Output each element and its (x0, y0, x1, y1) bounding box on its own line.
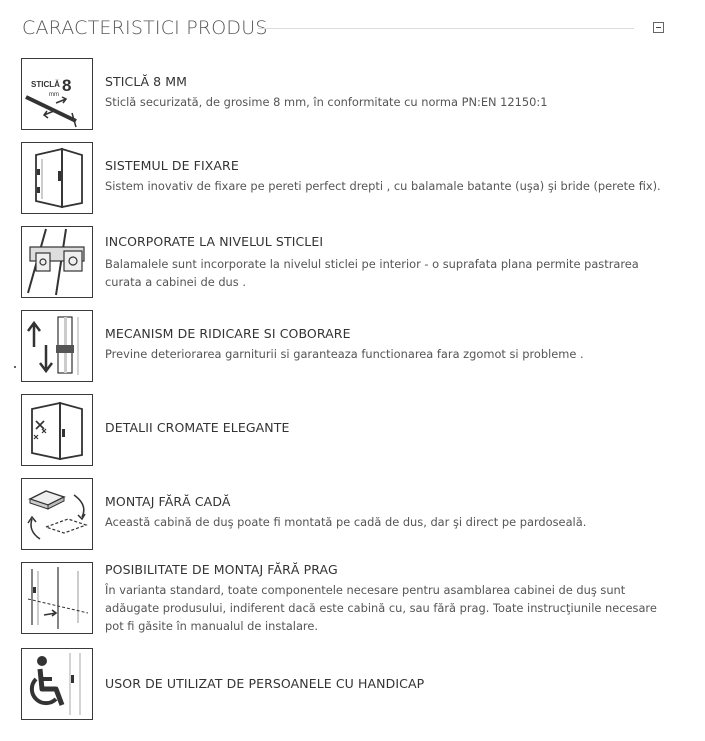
feature-description: Previne deteriorarea garniturii si garanteaza functionarea fara zgomot si probleme . (105, 347, 584, 361)
icon-label-sticla: STICLĂ (31, 80, 60, 89)
feature-description: Sistem inovativ de fixare pe pereti perfect drepti , cu balamale batante (uşa) şi bride (perete fix). (105, 179, 661, 193)
no-threshold-icon (21, 562, 93, 634)
section-title: CARACTERISTICI PRODUS (22, 17, 268, 39)
no-tray-mount-icon (21, 478, 93, 550)
minus-square-icon[interactable] (653, 22, 664, 33)
feature-title: SISTEMUL DE FIXARE (105, 158, 239, 173)
feature-title: DETALII CROMATE ELEGANTE (105, 420, 290, 435)
feature-description: Sticlă securizată, de grosime 8 mm, în conformitate cu norma PN:EN 12150:1 (105, 95, 548, 109)
feature-title: POSIBILITATE DE MONTAJ FĂRĂ PRAG (105, 562, 338, 577)
feature-title: MONTAJ FĂRĂ CADĂ (105, 494, 231, 509)
wheelchair-accessible-icon (21, 648, 93, 720)
icon-label-mm: mm (49, 92, 59, 98)
feature-description: Balamalele sunt incorporate la nivelul sticlei pe interior - o suprafata plana permite pastrarea curata a cabinei de dus . (105, 257, 639, 289)
header-divider (258, 28, 634, 29)
icon-label-8: 8 (62, 76, 72, 95)
glass-8mm-icon (21, 58, 93, 130)
hinge-glass-level-icon (21, 226, 93, 298)
fixing-system-icon (21, 142, 93, 214)
lift-lower-mechanism-icon (21, 310, 93, 382)
feature-title: STICLĂ 8 MM (105, 74, 188, 89)
feature-title: MECANISM DE RIDICARE SI COBORARE (105, 326, 351, 341)
section-header (22, 14, 668, 44)
bullet-dot (14, 366, 16, 368)
feature-description: În varianta standard, toate componentele necesare pentru asamblarea cabinei de duş sunt adăugate produsului, indiferent dacă este cabină cu, sau fără prag. Toate instrucţiunile necesare pot fi găsite în manualul de instalare. (105, 583, 657, 633)
chrome-details-icon (21, 394, 93, 466)
feature-title: USOR DE UTILIZAT DE PERSOANELE CU HANDICAP (105, 676, 425, 691)
feature-description: Această cabină de duş poate fi montată pe cadă de dus, dar şi direct pe pardoseală. (105, 515, 587, 529)
feature-title: INCORPORATE LA NIVELUL STICLEI (105, 234, 324, 249)
